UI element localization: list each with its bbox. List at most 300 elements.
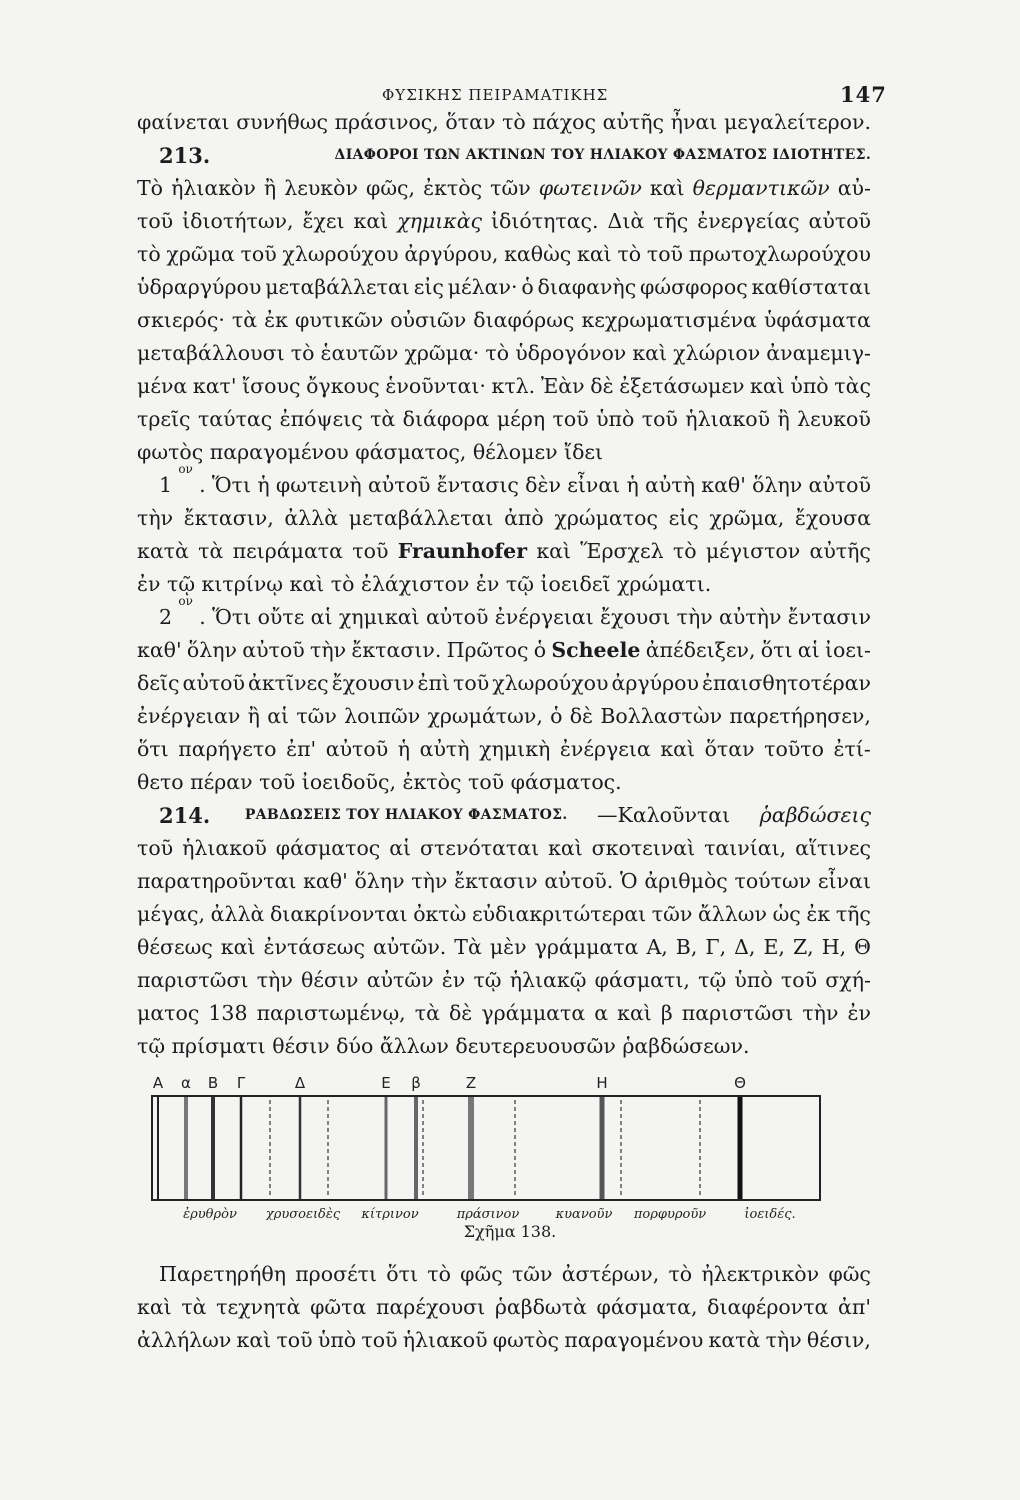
word: αὐτῶν bbox=[366, 968, 434, 992]
word: παραγομένου bbox=[564, 1328, 704, 1352]
text-line bbox=[137, 370, 871, 403]
text-line bbox=[137, 898, 871, 931]
section-heading: ΡΑΒΔΩΣΕΙΣ ΤΟΥ ΗΛΙΑΚΟΥ ΦΑΣΜΑΤΟΣ. bbox=[239, 807, 568, 823]
section-number: 213. bbox=[159, 143, 211, 168]
word: ἰδιοτήτων, bbox=[182, 209, 294, 233]
color-label: χρυσοειδὲς bbox=[265, 1207, 341, 1220]
word: τοῦ bbox=[780, 968, 818, 992]
word: εὐδιακριτώτεραι bbox=[472, 902, 647, 926]
word: ἄλλων bbox=[697, 902, 767, 926]
text-segment: ῥαβδώσεις bbox=[759, 803, 871, 827]
word: αὐ- bbox=[837, 176, 871, 200]
text-segment: τῷ πρίσματι θέσιν δύο ἄλλων δευτερευουσῶν ῥαβδώσεων. bbox=[137, 1034, 750, 1058]
word: ἠλεκτρικὸν bbox=[701, 1262, 820, 1286]
word: τῷ bbox=[698, 968, 727, 992]
text-segment: θετο πέραν τοῦ ἰοειδοῦς, ἐκτὸς τοῦ φάσματος. bbox=[137, 770, 622, 794]
figure-caption: Σχῆμα 138. bbox=[463, 1222, 557, 1241]
text-segment: φωτὸς παραγομένου φάσματος, θέλομεν ἴδει bbox=[137, 440, 604, 464]
word: διακρίνονται bbox=[269, 902, 408, 926]
text-segment: Fraunhofer bbox=[397, 539, 528, 563]
word: Τὰ bbox=[454, 935, 482, 959]
section-heading: ΔΙΑΦΟΡΟΙ ΤΩΝ ΑΚΤΙΝΩΝ ΤΟΥ ΗΛΙΑΚΟΥ ΦΑΣΜΑΤΟΣ ΙΔΙΟΤΗΤΕΣ. bbox=[334, 147, 871, 163]
word: ἐπόψεις bbox=[279, 407, 363, 431]
color-label: κίτρινον bbox=[361, 1207, 419, 1220]
word: παριστῶσι bbox=[137, 968, 249, 992]
word: καὶ bbox=[649, 176, 685, 200]
word: φυτικῶν bbox=[294, 308, 384, 332]
word: χλωρούχου bbox=[282, 242, 399, 266]
text-line bbox=[137, 502, 871, 535]
text-segment: ἐν τῷ κιτρίνῳ καὶ τὸ ἐλάχιστον ἐν τῷ ἰοειδεῖ χρώματι. bbox=[137, 572, 712, 596]
word: τοῦ bbox=[646, 242, 684, 266]
word: χημικὴ bbox=[479, 737, 551, 761]
word: ἐκτὸς bbox=[423, 176, 483, 200]
text-segment: χημικὰς bbox=[397, 209, 483, 233]
word: αὐτοῦ bbox=[242, 638, 305, 662]
word: ἡ bbox=[257, 473, 270, 497]
word: ἀλλήλων bbox=[137, 1328, 232, 1352]
word: ἀναμεμιγ- bbox=[766, 341, 871, 365]
word: α bbox=[594, 1001, 609, 1025]
word: Τὸ bbox=[137, 176, 164, 200]
word: Ὅτι bbox=[211, 473, 252, 497]
word: ὁ bbox=[533, 638, 547, 662]
word: αἱ bbox=[389, 836, 412, 860]
line-letter: A bbox=[152, 1074, 164, 1092]
word: ἐντάσεως bbox=[263, 935, 365, 959]
word: μεγαλείτερον. bbox=[723, 110, 871, 134]
text-segment: ον bbox=[178, 594, 193, 608]
word: ἐνεργείας bbox=[697, 209, 800, 233]
word: ὑδρογόνον bbox=[515, 341, 627, 365]
word: ἔχουσα bbox=[794, 506, 871, 530]
text-line bbox=[137, 462, 871, 502]
word: χρῶμα bbox=[166, 242, 235, 266]
word: ἦναι bbox=[670, 110, 718, 134]
word: τῆς bbox=[835, 902, 871, 926]
text-line bbox=[137, 337, 871, 370]
word: β bbox=[660, 1001, 673, 1025]
word: παριστωμένῳ, bbox=[256, 1001, 406, 1025]
text-line bbox=[137, 271, 871, 304]
text-line bbox=[137, 1030, 871, 1063]
word: καὶ bbox=[353, 209, 389, 233]
word: αὐτῶν. bbox=[372, 935, 447, 959]
word: καὶ bbox=[536, 539, 572, 563]
word: ἔκτασιν bbox=[454, 869, 538, 893]
word: ἡλιακὸν bbox=[171, 176, 256, 200]
word: αὐτοῦ. bbox=[544, 869, 614, 893]
word: χρωμάτων, bbox=[427, 704, 543, 728]
word: μεταβάλλουσι bbox=[137, 341, 285, 365]
word: τρεῖς bbox=[137, 407, 191, 431]
word: ἔκτασιν, bbox=[183, 506, 274, 530]
word: οὔτε bbox=[257, 605, 305, 629]
line-letter: Γ bbox=[236, 1074, 246, 1092]
word: δὲν bbox=[525, 473, 561, 497]
word: τὴν bbox=[802, 1001, 839, 1025]
word: αὐτοῦ bbox=[425, 605, 489, 629]
word: τὴν bbox=[765, 1328, 802, 1352]
word: τὸ bbox=[427, 1262, 451, 1286]
word: χημικαὶ bbox=[338, 605, 420, 629]
color-label: πράσινον bbox=[456, 1207, 520, 1220]
word: Πρῶτος bbox=[446, 638, 529, 662]
text-line bbox=[137, 436, 871, 469]
word: σκοτειναὶ bbox=[591, 836, 696, 860]
word: μέρη bbox=[496, 407, 546, 431]
word: εἶναι bbox=[567, 473, 621, 497]
word: Παρετηρήθη bbox=[159, 1262, 286, 1286]
word: τούτων bbox=[734, 869, 812, 893]
word: δεῖς bbox=[137, 671, 180, 695]
word: τὴν bbox=[256, 968, 293, 992]
word: κατ' bbox=[192, 374, 237, 398]
word: σχή- bbox=[825, 968, 871, 992]
word: ἰοει- bbox=[824, 638, 871, 662]
word: Β, bbox=[675, 935, 698, 959]
text-line bbox=[137, 799, 871, 832]
word: χρῶμα, bbox=[709, 506, 785, 530]
word: τὴν bbox=[137, 506, 174, 530]
word: πάχος bbox=[532, 110, 596, 134]
word: ἀργύρου, bbox=[404, 242, 499, 266]
text-line bbox=[137, 733, 871, 766]
word: Βολλαστὼν bbox=[600, 704, 723, 728]
text-line bbox=[137, 1324, 871, 1357]
word: καὶ bbox=[617, 1001, 652, 1025]
word: χρῶμα· bbox=[404, 341, 480, 365]
word: μέγας, bbox=[137, 902, 206, 926]
word: τοῦ bbox=[137, 836, 174, 860]
word: τὴν bbox=[411, 869, 448, 893]
word: ὅλην bbox=[752, 473, 803, 497]
word: παρέχουσι bbox=[375, 1295, 486, 1319]
word: ὑπὸ bbox=[317, 1328, 357, 1352]
text-line bbox=[137, 106, 871, 139]
word: . bbox=[199, 605, 206, 629]
word: τὸ bbox=[290, 341, 315, 365]
word: καθ' bbox=[303, 869, 348, 893]
word: τὰς bbox=[834, 374, 871, 398]
word: Ἕρσχελ bbox=[580, 539, 664, 563]
word: κτλ. bbox=[491, 374, 536, 398]
word: δὲ bbox=[569, 704, 594, 728]
word: τοῦ bbox=[276, 1328, 313, 1352]
word: αὐτὴ bbox=[645, 473, 695, 497]
word: αὐτοῦ bbox=[367, 473, 431, 497]
word: ὀκτὼ bbox=[413, 902, 467, 926]
word: ἡ bbox=[397, 737, 411, 761]
word: χλωρούχου bbox=[492, 671, 609, 695]
word: Θ bbox=[854, 935, 871, 959]
word: ἐκ bbox=[806, 902, 831, 926]
word: ἀστέρων, bbox=[561, 1262, 660, 1286]
word: φῶς, bbox=[365, 176, 416, 200]
word: καὶ bbox=[577, 242, 612, 266]
word: —Καλοῦνται bbox=[597, 803, 731, 827]
word: ὅτι bbox=[386, 1262, 419, 1286]
word: μέλαν· bbox=[447, 275, 518, 299]
word: ἐνέργειαι bbox=[494, 605, 594, 629]
word: ἴσους bbox=[242, 374, 301, 398]
closing-paragraph bbox=[137, 1258, 871, 1357]
word: ἀργύρου bbox=[611, 671, 699, 695]
word: Α, bbox=[646, 935, 668, 959]
word: καὶ bbox=[220, 935, 256, 959]
word: Ζ, bbox=[792, 935, 814, 959]
word: εἰς bbox=[668, 506, 699, 530]
text-line bbox=[137, 766, 871, 799]
body-text bbox=[137, 106, 871, 1063]
word: τῶν bbox=[296, 704, 337, 728]
word: αὐτοῦ bbox=[808, 209, 871, 233]
text-line bbox=[137, 997, 871, 1030]
word: τὰ bbox=[370, 407, 396, 431]
word: αἱ bbox=[310, 605, 333, 629]
text-segment: ον bbox=[178, 462, 193, 476]
word: καὶ bbox=[548, 836, 583, 860]
word: ὄγκους bbox=[306, 374, 380, 398]
word: ἔχουσιν bbox=[331, 671, 415, 695]
text-line bbox=[137, 931, 871, 964]
word: τεχνητὰ bbox=[216, 1295, 301, 1319]
word: ἢ bbox=[777, 407, 790, 431]
word: τὸ bbox=[668, 1262, 693, 1286]
text-line bbox=[137, 594, 871, 634]
word: Γ, bbox=[705, 935, 727, 959]
text-segment: 1 bbox=[159, 473, 173, 497]
word: τὸ bbox=[485, 341, 510, 365]
text-line bbox=[137, 700, 871, 733]
word: καὶ bbox=[137, 1295, 172, 1319]
word: ἀριθμὸς bbox=[644, 869, 728, 893]
word: κατὰ bbox=[137, 539, 189, 563]
word: ἀλλὰ bbox=[210, 902, 265, 926]
word: τοῦ bbox=[552, 407, 589, 431]
text-line bbox=[137, 865, 871, 898]
text-segment: Scheele bbox=[551, 638, 641, 662]
word: τὰ bbox=[181, 1295, 207, 1319]
word: διαφόρως bbox=[473, 308, 575, 332]
word: τὸ bbox=[502, 110, 526, 134]
word: ὅτι bbox=[760, 638, 793, 662]
word: τὸ bbox=[617, 242, 642, 266]
word: αἱ bbox=[267, 704, 290, 728]
word: φωτεινὴ bbox=[275, 473, 362, 497]
word: Διὰ bbox=[607, 209, 645, 233]
word: φῶς bbox=[460, 1262, 503, 1286]
line-letter: Z bbox=[465, 1074, 477, 1092]
word: οὐσιῶν bbox=[390, 308, 467, 332]
section-number: 214. bbox=[159, 803, 211, 828]
color-label: ἐρυθρὸν bbox=[183, 1207, 237, 1220]
word: δὲ bbox=[590, 374, 614, 398]
word: ἐν bbox=[441, 968, 466, 992]
word: κατὰ bbox=[708, 1328, 761, 1352]
word: παρατηροῦνται bbox=[137, 869, 297, 893]
word: τὰ bbox=[231, 308, 258, 332]
spectrum-box bbox=[152, 1096, 820, 1200]
word: γράμματα bbox=[534, 935, 639, 959]
word: ἐπὶ bbox=[417, 671, 450, 695]
word: τοῦ bbox=[453, 671, 490, 695]
word: ἡλιακῷ bbox=[509, 968, 587, 992]
word: θέσιν bbox=[301, 968, 359, 992]
text-line bbox=[137, 964, 871, 997]
text-segment: θερμαντικῶν bbox=[692, 176, 830, 200]
word: γράμματα bbox=[481, 1001, 586, 1025]
word: διάφορα bbox=[402, 407, 490, 431]
word: λευκὸν bbox=[284, 176, 358, 200]
color-label: ἰοειδές. bbox=[744, 1207, 796, 1220]
text-line bbox=[137, 634, 871, 667]
word: καὶ bbox=[236, 1328, 272, 1352]
word: ἐκ bbox=[264, 308, 288, 332]
text-line bbox=[137, 403, 871, 436]
word: ἐν bbox=[847, 1001, 871, 1025]
word: τῶν bbox=[490, 176, 531, 200]
word: χρώματος bbox=[554, 506, 658, 530]
word: σκιερός· bbox=[137, 308, 225, 332]
word: λοιπῶν bbox=[344, 704, 421, 728]
color-label: πορφυροῦν bbox=[633, 1207, 707, 1220]
word: συνήθως bbox=[236, 110, 328, 134]
word: ὑδραργύρου bbox=[137, 275, 262, 299]
figure-spectrum bbox=[140, 1070, 840, 1220]
word: ὅτι bbox=[137, 737, 169, 761]
word: καθὼς bbox=[504, 242, 572, 266]
word: τὴν bbox=[309, 638, 347, 662]
word: ἀπὸ bbox=[504, 506, 544, 530]
word: αὐτὴ bbox=[419, 737, 470, 761]
word: φάσματα, bbox=[596, 1295, 698, 1319]
word: ταύτας bbox=[197, 407, 273, 431]
word: αἵτινες bbox=[795, 836, 871, 860]
word: ἔχει bbox=[302, 209, 345, 233]
word: ὑπὸ bbox=[596, 407, 635, 431]
word: τὸ bbox=[137, 242, 161, 266]
word: μένα bbox=[137, 374, 188, 398]
text-line bbox=[137, 667, 871, 700]
word: Ὁ bbox=[620, 869, 638, 893]
text-line bbox=[137, 304, 871, 337]
word: μὲν bbox=[489, 935, 527, 959]
word: καθ' bbox=[137, 638, 182, 662]
word: τῆς bbox=[653, 209, 689, 233]
word: πειράματα bbox=[232, 539, 343, 563]
word: ὁ bbox=[521, 275, 534, 299]
word: τῶν bbox=[651, 902, 693, 926]
text-line bbox=[137, 205, 871, 238]
word: δὲ bbox=[448, 1001, 473, 1025]
word: πράσινος, bbox=[334, 110, 439, 134]
word: προσέτι bbox=[295, 1262, 378, 1286]
word: φῶτα bbox=[310, 1295, 367, 1319]
word: τοῦ bbox=[352, 539, 389, 563]
word: ἔντασις bbox=[436, 473, 519, 497]
word: τοῦ bbox=[137, 209, 174, 233]
line-letter: B bbox=[207, 1074, 219, 1092]
word: λευκοῦ bbox=[797, 407, 871, 431]
word: εἰς bbox=[413, 275, 444, 299]
word: ὑφάσματα bbox=[763, 308, 871, 332]
word: θέσιν, bbox=[806, 1328, 871, 1352]
word: ἡ bbox=[626, 473, 639, 497]
color-label: κυανοῦν bbox=[555, 1207, 613, 1220]
word: παρήγετο bbox=[178, 737, 277, 761]
text-line bbox=[137, 832, 871, 865]
word: διαφανὴς bbox=[537, 275, 637, 299]
word: τὰ bbox=[414, 1001, 440, 1025]
word: αὐτοῦ bbox=[808, 473, 871, 497]
word: καθίσταται bbox=[751, 275, 871, 299]
word: αὐτῆς bbox=[602, 110, 665, 134]
word: ἀπέδειξεν, bbox=[645, 638, 756, 662]
word: τὸ bbox=[672, 539, 697, 563]
word: . bbox=[199, 473, 206, 497]
word: παριστῶσι bbox=[681, 1001, 794, 1025]
word: Δ, bbox=[734, 935, 756, 959]
word: ἐτί- bbox=[833, 737, 871, 761]
word: κεχρωματισμένα bbox=[581, 308, 757, 332]
word: Ε, bbox=[763, 935, 785, 959]
word: ἐπαισθητοτέραν bbox=[702, 671, 871, 695]
text-line bbox=[137, 139, 871, 172]
word: καθ' bbox=[701, 473, 746, 497]
word: τοῦ bbox=[641, 407, 678, 431]
line-letter: α bbox=[181, 1074, 191, 1092]
word: αὐτοῦ bbox=[182, 671, 245, 695]
text-line bbox=[137, 568, 871, 601]
word: ἢ bbox=[247, 704, 260, 728]
word: αἱ bbox=[797, 638, 820, 662]
text-line bbox=[137, 172, 871, 205]
text-line bbox=[137, 238, 871, 271]
text-segment: φωτεινῶν bbox=[538, 176, 642, 200]
word: ἐνέργειαν bbox=[137, 704, 241, 728]
word: ἔντασιν bbox=[787, 605, 871, 629]
word: ἐξετάσωμεν bbox=[619, 374, 745, 398]
word: ὅλην bbox=[354, 869, 405, 893]
word: θέσεως bbox=[137, 935, 213, 959]
word: παρετήρησεν, bbox=[729, 704, 871, 728]
word: τὴν bbox=[676, 605, 713, 629]
word: 138 bbox=[208, 1001, 248, 1025]
word: καὶ bbox=[660, 737, 696, 761]
word: ἐνέργεια bbox=[559, 737, 651, 761]
word: ἡλιακοῦ bbox=[182, 836, 267, 860]
word: Ἐὰν bbox=[540, 374, 585, 398]
text-line bbox=[137, 1258, 871, 1291]
word: τοῦ bbox=[361, 1328, 398, 1352]
word: τοῦτο bbox=[764, 737, 824, 761]
word: πρωτοχλωρούχου bbox=[688, 242, 871, 266]
word: καὶ bbox=[750, 374, 785, 398]
word: ἔχουσι bbox=[600, 605, 671, 629]
word: ταινίαι, bbox=[704, 836, 787, 860]
word: ὅταν bbox=[704, 737, 755, 761]
word: αὐτῆς bbox=[809, 539, 871, 563]
word: ἡλιακοῦ bbox=[685, 407, 771, 431]
line-letter: β bbox=[411, 1074, 421, 1092]
running-title: ΦΥΣΙΚΗΣ ΠΕΙΡΑΜΑΤΙΚΗΣ bbox=[382, 86, 609, 104]
line-letter: E bbox=[381, 1074, 391, 1092]
text-line bbox=[137, 1291, 871, 1324]
word: τῷ bbox=[473, 968, 502, 992]
word: ἀλλὰ bbox=[284, 506, 339, 530]
word: αὐτὴν bbox=[719, 605, 782, 629]
